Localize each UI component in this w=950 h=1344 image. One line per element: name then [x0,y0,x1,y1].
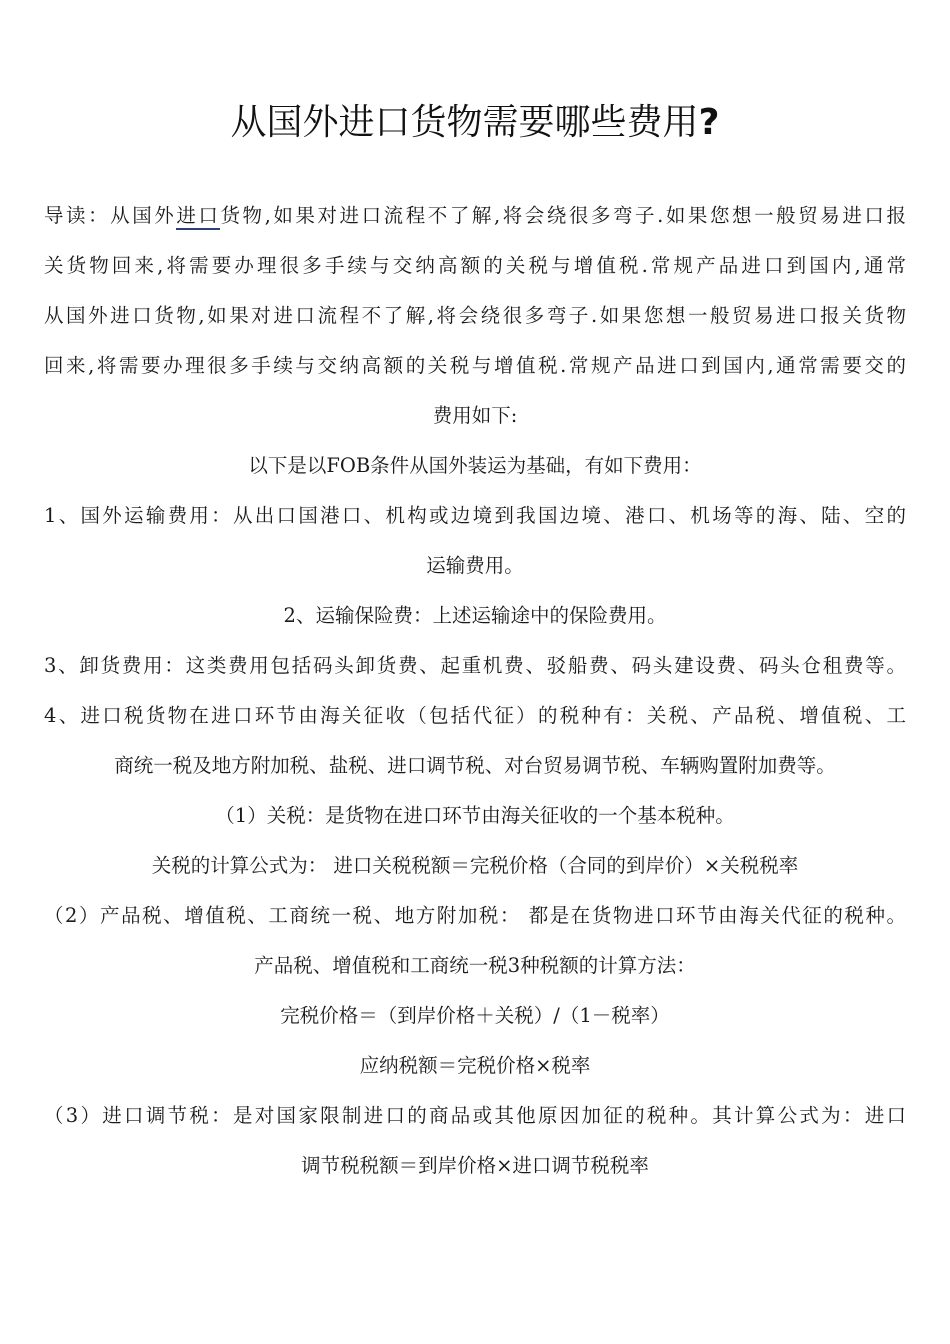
item-4-line-2: 商统一税及地方附加税、盐税、进口调节税、对台贸易调节税、车辆购置附加费等。 [114,754,836,777]
document-body [44,191,906,1191]
item-2-line: 2、运输保险费：上述运输途中的保险费用。 [283,604,667,627]
document-title [0,98,950,148]
item-3-line: 3、卸货费用：这类费用包括码头卸货费、起重机费、驳船费、码头建设费、码头仓租费等。 [44,654,906,677]
other-taxes-line: （2）产品税、增值税、工商统一税、地方附加税： 都是在货物进口环节由海关代征的税种。 [44,904,906,927]
item-1-line-1: 1、国外运输费用：从出口国港口、机构或边境到我国边境、港口、机场等的海、陆、空的 [44,504,906,527]
intro-prefix: 导读：从国外 [44,204,177,227]
paragraph-line-1 [44,191,906,241]
adjustment-tax-line-1: （3）进口调节税：是对国家限制进口的商品或其他原因加征的税种。其计算公式为：进口 [44,1104,906,1127]
tariff-formula-line: 关税的计算公式为： 进口关税税额＝完税价格（合同的到岸价）×关税税率 [151,854,799,877]
paragraph-line-4: 回来,将需要办理很多手续与交纳高额的关税与增值税.常规产品进口到国内,通常需要交的 [44,354,906,377]
intro-rest: 货物,如果对进口流程不了解,将会绕很多弯子.如果您想一般贸易进口报 [220,204,906,227]
adjustment-tax-line-2: 调节税税额＝到岸价格×进口调节税税率 [301,1154,649,1177]
dutiable-price-formula-line: 完税价格＝（到岸价格＋关税）/（1－税率） [280,1004,670,1027]
import-link[interactable]: 进口 [176,204,220,230]
paragraph-line-3: 从国外进口货物,如果对进口流程不了解,将会绕很多弯子.如果您想一般贸易进口报关货物 [44,304,906,327]
title-question-mark: ? [698,102,720,143]
item-1-line-2: 运输费用。 [426,554,524,577]
three-taxes-method-line: 产品税、增值税和工商统一税3种税额的计算方法： [254,954,696,977]
paragraph-line-2: 关货物回来,将需要办理很多手续与交纳高额的关税与增值税.常规产品进口到国内,通常 [44,254,906,277]
paragraph-line-5: 费用如下: [432,404,518,427]
tariff-definition-line: （1）关税：是货物在进口环节由海关征收的一个基本税种。 [215,804,735,827]
item-4-line-1: 4、进口税货物在进口环节由海关征收（包括代征）的税种有：关税、产品税、增值税、工 [44,704,906,727]
fob-intro-line: 以下是以FOB条件从国外装运为基础，有如下费用： [248,454,702,477]
tax-payable-formula-line: 应纳税额＝完税价格×税率 [359,1054,591,1077]
title-text: 从国外进口货物需要哪些费用 [230,102,699,143]
